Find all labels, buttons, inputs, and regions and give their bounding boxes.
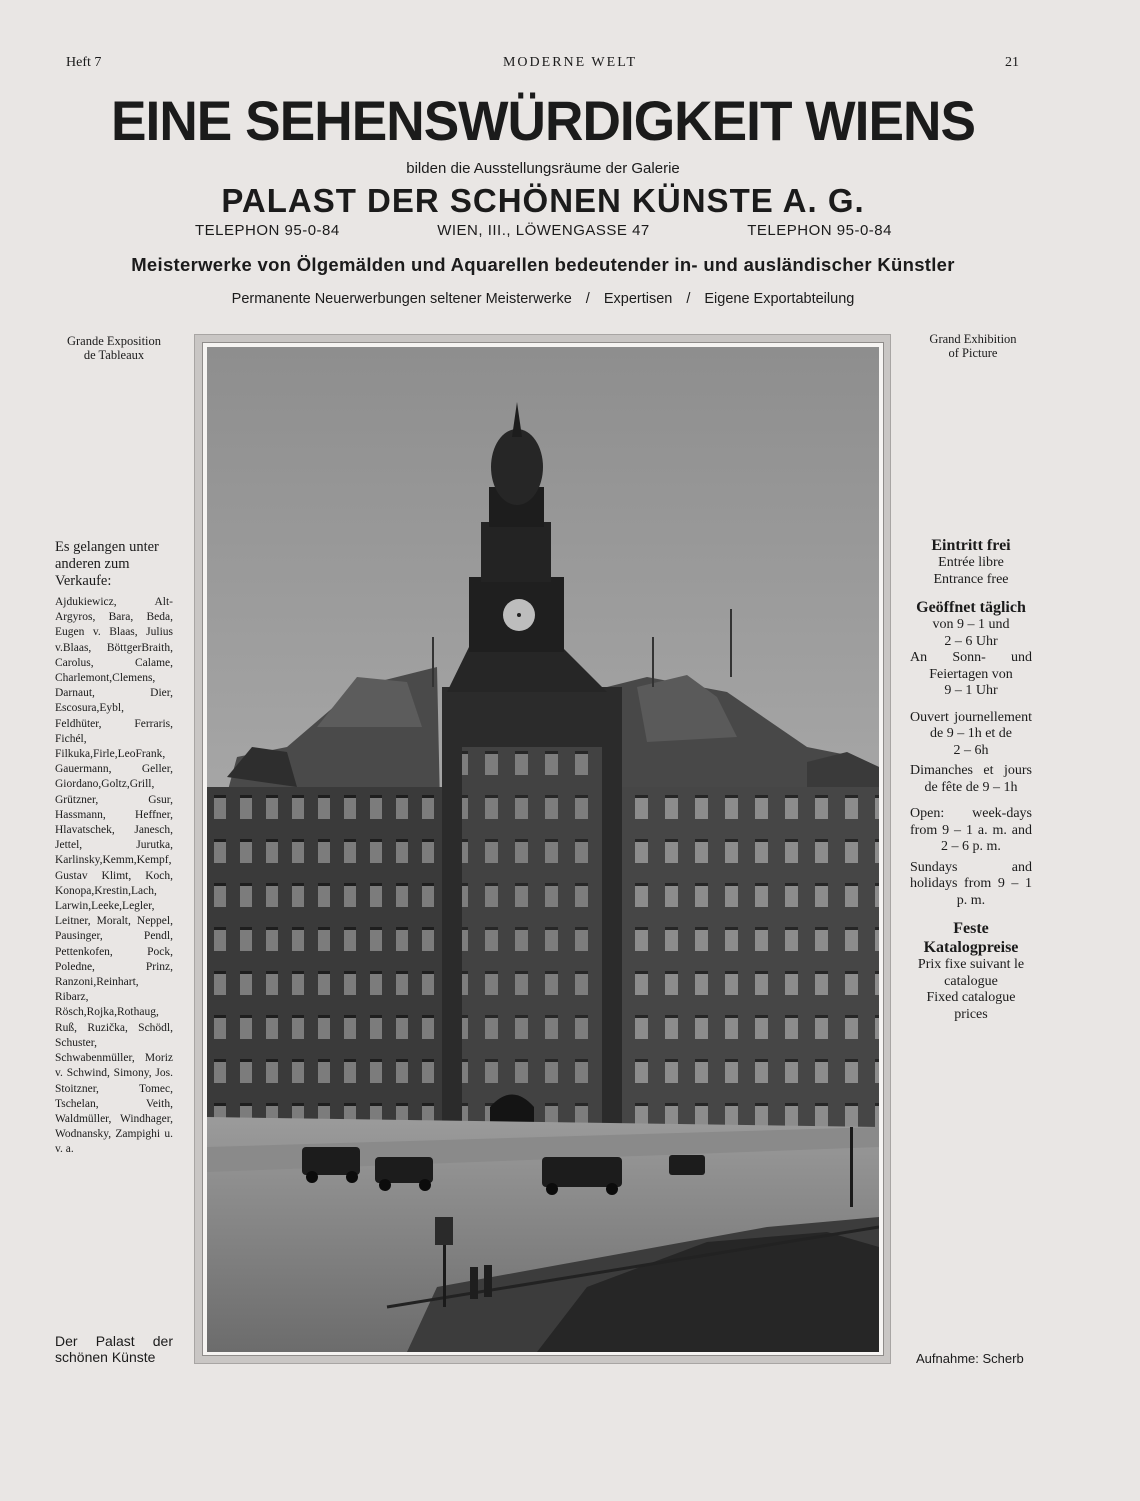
- pedestrian: [470, 1267, 478, 1299]
- photo-caption: Der Palast der schönen Künste: [55, 1333, 173, 1365]
- tower-stage-2: [481, 522, 551, 582]
- side-label-french: [55, 334, 173, 362]
- tagline: Meisterwerke von Ölgemälden und Aquarellen bedeutender in- und ausländischer Künstler: [131, 254, 955, 275]
- subheadline: bilden die Ausstellungsräume der Galerie: [406, 160, 680, 177]
- separator: /: [686, 291, 691, 307]
- prices-heading: Feste Katalogpreise: [923, 920, 1019, 956]
- hours-french-block: [910, 710, 1032, 797]
- service-export: Eigene Exportabteilung: [704, 291, 855, 307]
- prices-block: [910, 919, 1032, 1023]
- hours-line: An Sonn- und Feiertagen von: [910, 650, 1032, 682]
- phone-left: TELEPHON 95-0-84: [195, 222, 340, 239]
- hours-line: 2 – 6 Uhr: [944, 633, 998, 649]
- hours-line: Sundays and holidays from 9 – 1 p. m.: [910, 859, 1032, 908]
- address: WIEN, III., LÖWENGASSE 47: [437, 222, 650, 239]
- hours-line: Dimanches et jours de fête de 9 – 1h: [910, 763, 1032, 795]
- info-column: [910, 536, 1032, 1033]
- hours-line: Open: week-days from 9 – 1 a. m. and 2 – 6 p. m.: [910, 806, 1032, 854]
- photo-credit: Aufnahme: Scherb: [916, 1351, 1024, 1366]
- side-label-english: [912, 332, 1034, 360]
- hours-english-block: [910, 806, 1032, 909]
- side-label-line: of Picture: [948, 346, 998, 360]
- tower-dome: [491, 429, 543, 505]
- company-name: PALAST DER SCHÖNEN KÜNSTE A. G.: [221, 182, 865, 219]
- prices-english: Fixed catalogue prices: [926, 990, 1016, 1022]
- service-expertise: Expertisen: [603, 291, 673, 307]
- artist-list-intro: Es gelangen unter anderen zum Verkaufe:: [55, 539, 159, 589]
- side-label-line: Grande Exposition: [66, 334, 162, 348]
- entry-french: Entrée libre: [938, 555, 1004, 570]
- hours-line: 2 – 6h: [953, 742, 989, 758]
- hours-line: Ouvert journellement de 9 – 1h et de: [910, 709, 1032, 741]
- right-wing-windows: [622, 787, 879, 1142]
- left-wing-windows: [207, 787, 442, 1132]
- hours-german-block: [910, 598, 1032, 700]
- magazine-title: MODERNE WELT: [502, 55, 638, 70]
- contact-line: [195, 222, 892, 239]
- headline: EINE SEHENSWÜRDIGKEIT WIENS: [110, 89, 976, 152]
- issue-label: Heft 7: [66, 55, 102, 70]
- artist-list-column: [55, 539, 173, 1158]
- service-acquisitions: Permanente Neuerwerbungen seltener Meisterwerke: [231, 291, 572, 307]
- prices-french: Prix fixe suivant le catalogue: [917, 957, 1025, 989]
- page-number: 21: [1005, 55, 1019, 70]
- side-label-line: Grand Exhibition: [929, 332, 1017, 346]
- tower-windows: [462, 747, 602, 1147]
- side-label-line: de Tableaux: [83, 348, 145, 362]
- hours-line: von 9 – 1 und: [932, 617, 1010, 632]
- phone-right: TELEPHON 95-0-84: [747, 222, 892, 239]
- entry-block: [910, 536, 1032, 588]
- hours-line: 9 – 1 Uhr: [944, 683, 998, 698]
- hours-heading: Geöffnet täglich: [916, 599, 1026, 616]
- separator: /: [585, 291, 590, 307]
- artist-list: Ajdukiewicz, Alt-Argyros, Bara, Beda, Eugen v. Blaas, Julius v.Blaas, BöttgerBraith, Carolus, Calame, Charlemont,Clemens, Darnaut, Dier, Escosura,Eybl, Feldhüter, Ferraris, Fichél, Filkuka,Firle,LeoFrank, Gauermann, Geller, Giordano,Goltz,Grill, Grützner, Gsur, Hassmann, Heffner, Hlavatschek, Janesch, Jettel, Jurutka, Karlinsky,Kemm,Kempf, Gustav Klimt, Koch, Konopa,Krestin,Lach, Larwin,Leeke,Legler, Leitner, Moralt, Neppel, Pausinger, Pendl, Pettenkofen, Pock, Poledne, Prinz, Ranzoni,Reinhart, Ribarz, Rösch,Rojka,Rothaug, Ruß, Ruzička, Schödl, Schuster, Schwabenmüller, Moriz v. Schwind, Simony, Jos. Stoitzner, Tomec, Tschelan, Veith, Waldmüller, Windhager, Wodnansky, Zampighi u. v. a.: [55, 596, 173, 1156]
- pedestrian: [484, 1265, 492, 1297]
- building-photograph: [207, 347, 879, 1352]
- entry-heading: Eintritt frei: [931, 537, 1011, 554]
- entry-english: Entrance free: [933, 571, 1009, 587]
- services-line: [0, 291, 1086, 307]
